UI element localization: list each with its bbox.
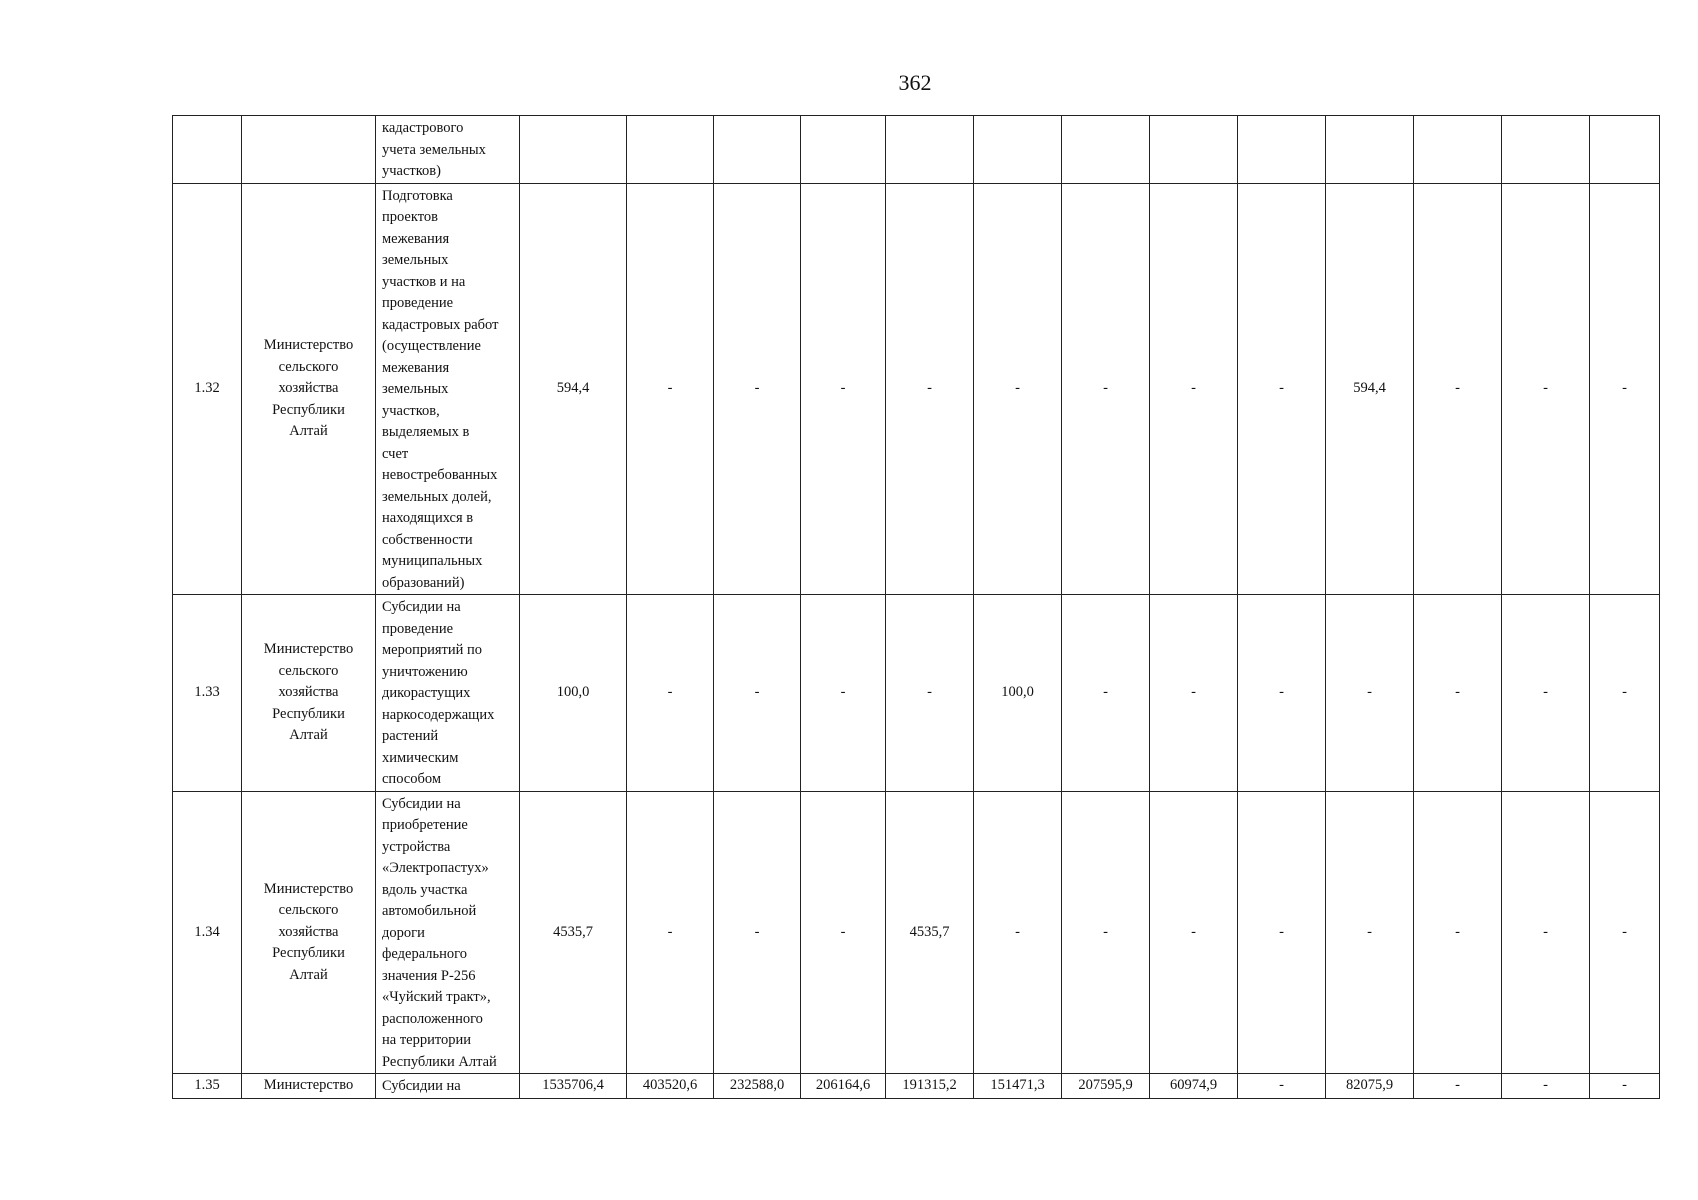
amount-cell: - [1238, 183, 1326, 595]
amount-cell: - [1062, 791, 1150, 1074]
amount-cell: - [1150, 183, 1238, 595]
amount-cell: - [1238, 1074, 1326, 1099]
amount-cell: - [714, 595, 801, 792]
description-cell: кадастрового учета земельных участков) [376, 116, 520, 184]
amount-cell: - [1502, 791, 1590, 1074]
total-amount-cell: 100,0 [520, 595, 627, 792]
amount-cell: 206164,6 [801, 1074, 886, 1099]
amount-cell [1590, 116, 1660, 184]
amount-cell: - [627, 595, 714, 792]
amount-cell: - [1326, 595, 1414, 792]
amount-cell: 232588,0 [714, 1074, 801, 1099]
description-cell: Субсидии на приобретение устройства «Электропастух» вдоль участка автомобильной дороги федерального значения Р-256 «Чуйский тракт», расположенного на территории Республики Алтай [376, 791, 520, 1074]
table-row [173, 595, 1660, 792]
amount-cell: - [1062, 595, 1150, 792]
amount-cell [1414, 116, 1502, 184]
amount-cell: - [1062, 183, 1150, 595]
amount-cell: - [801, 183, 886, 595]
amount-cell: - [886, 183, 974, 595]
amount-cell [801, 116, 886, 184]
amount-cell: - [974, 791, 1062, 1074]
amount-cell [974, 116, 1062, 184]
amount-cell: - [1590, 791, 1660, 1074]
row-number-cell: 1.34 [173, 791, 242, 1074]
total-amount-cell: 1535706,4 [520, 1074, 627, 1099]
amount-cell [886, 116, 974, 184]
organization-cell: Министерство сельского хозяйства Республики Алтай [242, 791, 376, 1074]
amount-cell [1326, 116, 1414, 184]
amount-cell [714, 116, 801, 184]
description-cell: Подготовка проектов межевания земельных участков и на проведение кадастровых работ (осуществление межевания земельных участков, выделяемых в счет невостребованных земельных долей, находящихся в собственности муниципальных образований) [376, 183, 520, 595]
amount-cell: - [1590, 183, 1660, 595]
row-number-cell: 1.33 [173, 595, 242, 792]
amount-cell: - [974, 183, 1062, 595]
amount-cell: - [801, 595, 886, 792]
page-number: 362 [898, 70, 932, 95]
amount-cell: - [714, 183, 801, 595]
amount-cell [1150, 116, 1238, 184]
budget-table [172, 115, 1660, 1099]
table-row [173, 791, 1660, 1074]
amount-cell: - [1414, 183, 1502, 595]
amount-cell [1062, 116, 1150, 184]
total-amount-cell [520, 116, 627, 184]
description-cell: Субсидии на проведение мероприятий по уничтожению дикорастущих наркосодержащих растений химическим способом [376, 595, 520, 792]
amount-cell: - [1502, 595, 1590, 792]
amount-cell: - [1238, 595, 1326, 792]
amount-cell [1502, 116, 1590, 184]
amount-cell: - [1150, 791, 1238, 1074]
amount-cell: - [1414, 791, 1502, 1074]
amount-cell: 4535,7 [886, 791, 974, 1074]
amount-cell: 207595,9 [1062, 1074, 1150, 1099]
row-number-cell: 1.32 [173, 183, 242, 595]
amount-cell: - [1326, 791, 1414, 1074]
amount-cell: 151471,3 [974, 1074, 1062, 1099]
row-number-cell: 1.35 [173, 1074, 242, 1099]
amount-cell: - [627, 183, 714, 595]
organization-cell: Министерство сельского хозяйства Республики Алтай [242, 183, 376, 595]
amount-cell: - [1150, 595, 1238, 792]
description-cell: Субсидии на [376, 1074, 520, 1099]
amount-cell: 403520,6 [627, 1074, 714, 1099]
amount-cell: - [1502, 183, 1590, 595]
amount-cell: - [714, 791, 801, 1074]
amount-cell: - [1502, 1074, 1590, 1099]
amount-cell: - [801, 791, 886, 1074]
amount-cell: - [1590, 595, 1660, 792]
table-row [173, 183, 1660, 595]
amount-cell [1238, 116, 1326, 184]
amount-cell [627, 116, 714, 184]
amount-cell: - [627, 791, 714, 1074]
organization-cell: Министерство [242, 1074, 376, 1099]
amount-cell: - [1238, 791, 1326, 1074]
amount-cell: 82075,9 [1326, 1074, 1414, 1099]
amount-cell: 191315,2 [886, 1074, 974, 1099]
amount-cell: - [1414, 595, 1502, 792]
amount-cell: 60974,9 [1150, 1074, 1238, 1099]
amount-cell: - [886, 595, 974, 792]
row-number-cell [173, 116, 242, 184]
amount-cell: 594,4 [1326, 183, 1414, 595]
total-amount-cell: 4535,7 [520, 791, 627, 1074]
total-amount-cell: 594,4 [520, 183, 627, 595]
amount-cell: 100,0 [974, 595, 1062, 792]
organization-cell: Министерство сельского хозяйства Республики Алтай [242, 595, 376, 792]
organization-cell [242, 116, 376, 184]
amount-cell: - [1414, 1074, 1502, 1099]
amount-cell: - [1590, 1074, 1660, 1099]
table-row [173, 1074, 1660, 1099]
table-row [173, 116, 1660, 184]
